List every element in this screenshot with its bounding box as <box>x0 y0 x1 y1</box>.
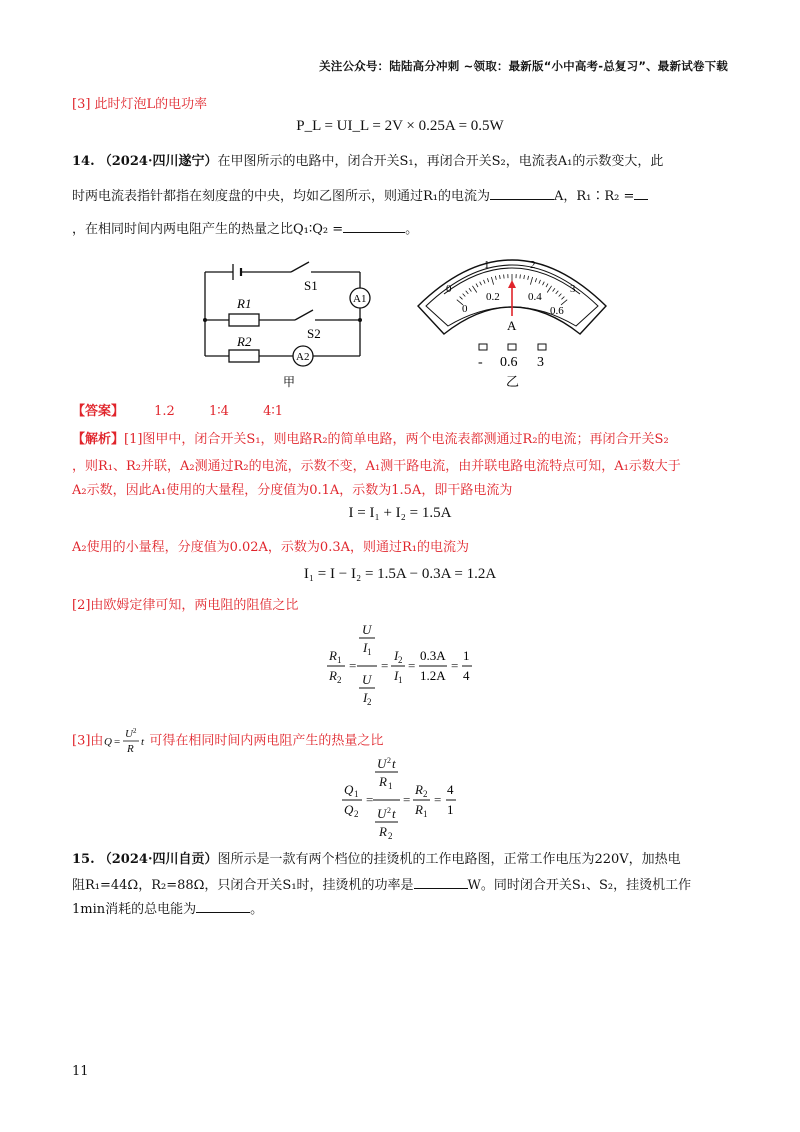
svg-text:t: t <box>392 756 396 771</box>
label-r1: R1 <box>237 296 252 311</box>
svg-text:2: 2 <box>133 727 137 735</box>
dial-outer-0: 0 <box>446 283 452 295</box>
svg-text:U: U <box>125 728 134 740</box>
dial-inner-2: 0.4 <box>528 291 542 303</box>
ratio-q-result-num: 4 <box>447 782 454 797</box>
dial-inner-0: 0 <box>462 303 468 315</box>
q14-text3-end: 。 <box>405 222 419 237</box>
dial-inner-1: 0.2 <box>486 291 500 303</box>
dial-unit: A <box>507 318 517 333</box>
dial-outer-1: 1 <box>484 259 490 271</box>
q15-blank1[interactable] <box>414 874 468 889</box>
ratio-i-num: 0.3A <box>420 648 446 663</box>
q14-blank2[interactable] <box>634 185 648 200</box>
svg-text:R: R <box>329 668 337 683</box>
prev-step3-label: [3] 此时灯泡L的电功率 <box>72 97 208 112</box>
q15-text1: 图所示是一款有两个档位的挂烫机的工作电路图，正常工作电压为220V，加热电 <box>217 852 681 867</box>
answer-line <box>72 402 283 422</box>
analysis-a2: A₂使用的小量程，分度值为0.02A，示数为0.3A，则通过R₁的电流为 <box>72 540 469 555</box>
page-number: 11 <box>72 1064 89 1079</box>
q14-unit-a: A， <box>554 189 577 204</box>
q15-text2-end: W。同时闭合开关S₁、S₂，挂烫机工作 <box>467 878 692 893</box>
q15-blank2[interactable] <box>196 898 250 913</box>
terminal-3 <box>538 344 546 350</box>
caption-yi: 乙 <box>506 374 520 389</box>
ratio-q-result-den: 1 <box>447 802 454 817</box>
svg-text:U: U <box>362 672 372 687</box>
svg-text:t: t <box>392 806 396 821</box>
svg-text:1: 1 <box>388 781 393 791</box>
analysis-line1 <box>72 430 732 450</box>
svg-text:=: = <box>349 658 357 673</box>
dial-outer-3: 3 <box>570 283 576 295</box>
q14-line3 <box>72 218 732 240</box>
svg-text:U: U <box>377 806 387 821</box>
svg-text:Q: Q <box>344 782 354 797</box>
caption-jia: 甲 <box>283 375 296 389</box>
svg-text:=: = <box>451 658 459 673</box>
svg-text:=: = <box>403 792 411 807</box>
svg-text:2: 2 <box>387 756 391 765</box>
svg-text:2: 2 <box>387 806 391 815</box>
analysis-step3 <box>72 726 732 756</box>
q15-text3-end: 。 <box>250 902 264 917</box>
eq-i1: I₁ = I − I₂ = 1.5A − 0.3A = 1.2A <box>303 566 497 582</box>
q15-text2: 阻R₁=44Ω，R₂=88Ω，只闭合开关S₁时，挂烫机的功率是 <box>72 878 414 893</box>
answer-label: 【答案】 <box>72 404 125 419</box>
terminal-neg <box>479 344 487 350</box>
switch-s1-blade <box>291 262 309 272</box>
q14-source: （2024·四川遂宁） <box>98 154 218 169</box>
svg-text:R: R <box>329 648 337 663</box>
svg-text:=: = <box>434 792 442 807</box>
svg-text:1: 1 <box>398 675 403 685</box>
circuit-diagram-jia <box>195 260 385 390</box>
svg-text:I: I <box>363 690 368 705</box>
resistance-ratio-formula <box>325 622 475 708</box>
prev-step3-equation: P_L = UI_L = 2V × 0.25A = 0.5W <box>296 118 504 134</box>
svg-text:=: = <box>408 658 416 673</box>
resistor-r1 <box>229 314 259 326</box>
svg-text:2: 2 <box>337 675 342 685</box>
step3-suffix: 可得在相同时间内两电阻产生的热量之比 <box>149 733 384 749</box>
label-r2: R2 <box>237 334 252 349</box>
label-s1: S1 <box>304 278 318 293</box>
dial-inner-3: 0.6 <box>550 305 564 317</box>
ammeter-dial-yi <box>412 236 612 396</box>
dial-tick <box>504 275 505 279</box>
svg-text:R: R <box>415 782 423 797</box>
svg-text:=: = <box>366 792 374 807</box>
svg-text:R: R <box>379 774 387 789</box>
svg-text:R: R <box>415 802 423 817</box>
q14-number: 14. <box>72 154 95 169</box>
svg-text:1: 1 <box>337 655 342 665</box>
analysis-line2: ，则R₁、R₂并联，A₂测通过R₂的电流，示数不变，A₁测干路电流，由并联电路电流特点可知，A₁示数大于 <box>72 459 681 474</box>
step3-prefix: [3]由 <box>72 733 104 749</box>
analysis-label: 【解析】 <box>72 432 125 447</box>
eq-heat-ratio <box>342 756 462 842</box>
svg-text:I: I <box>363 640 368 655</box>
svg-text:2: 2 <box>367 697 372 707</box>
label-a1: A1 <box>353 293 367 305</box>
svg-text:=: = <box>381 658 389 673</box>
q15-line3 <box>72 898 732 920</box>
q14-text2: 时两电流表指针都指在刻度盘的中央，均如乙图所示，则通过R₁的电流为 <box>72 189 490 204</box>
terminal-06 <box>508 344 516 350</box>
page-header: 关注公众号：陆陆高分冲刺 ~领取：最新版“小中高考-总复习”、最新试卷下载 <box>319 59 728 73</box>
ratio-r-result-num: 1 <box>463 648 470 663</box>
q14-text3: ，在相同时间内两电阻产生的热量之比Q₁∶Q₂ = <box>72 222 344 237</box>
answer-2: 1∶4 <box>208 404 229 419</box>
svg-text:2: 2 <box>423 789 428 799</box>
q14-ratio-prefix: R₁∶R₂ = <box>576 189 635 204</box>
svg-text:Q: Q <box>104 736 113 748</box>
svg-text:I: I <box>394 668 399 683</box>
terminal-label-06: 0.6 <box>500 355 518 370</box>
analysis-step2: [2]由欧姆定律可知，两电阻的阻值之比 <box>72 598 299 613</box>
ratio-r-result-den: 4 <box>463 668 470 683</box>
q15-line2 <box>72 874 732 896</box>
joule-formula <box>103 726 149 756</box>
svg-text:2: 2 <box>388 831 393 841</box>
analysis-text1: [1]图甲中，闭合开关S₁，则电路R₂的简单电路，两个电流表都测通过R₂的电流；再闭合开关S₂ <box>124 432 669 447</box>
q14-line2 <box>72 185 732 207</box>
q14-line1 <box>72 152 732 172</box>
svg-text:1: 1 <box>367 647 372 657</box>
answer-1: 1.2 <box>154 404 175 419</box>
q15-number: 15. <box>72 852 95 867</box>
svg-text:1: 1 <box>423 809 428 819</box>
svg-text:U: U <box>377 756 387 771</box>
svg-text:R: R <box>127 743 135 755</box>
eq-resistance-ratio <box>325 622 475 708</box>
q15-text3: 1min消耗的总电能为 <box>72 902 197 917</box>
resistor-r2 <box>229 350 259 362</box>
dial-tick <box>520 275 521 279</box>
svg-text:2: 2 <box>354 809 359 819</box>
svg-text:t: t <box>141 736 145 748</box>
ratio-i-den: 1.2A <box>420 668 446 683</box>
svg-text:U: U <box>362 622 372 637</box>
answer-3: 4∶1 <box>263 404 283 419</box>
q14-blank3[interactable] <box>343 218 405 233</box>
svg-text:R: R <box>379 824 387 839</box>
heat-ratio-formula <box>342 756 462 842</box>
dial-outer-2: 2 <box>530 259 536 271</box>
svg-text:Q: Q <box>344 802 354 817</box>
eq-total-current: I = I₁ + I₂ = 1.5A <box>348 505 452 521</box>
svg-text:2: 2 <box>398 655 403 665</box>
label-s2: S2 <box>307 326 321 341</box>
switch-s2-blade <box>295 310 313 320</box>
terminal-label-3: 3 <box>537 355 544 370</box>
svg-text:I: I <box>394 648 399 663</box>
q15-source: （2024·四川自贡） <box>98 852 218 867</box>
q14-text1: 在甲图所示的电路中，闭合开关S₁，再闭合开关S₂，电流表A₁的示数变大，此 <box>217 154 664 169</box>
analysis-line3: A₂示数，因此A₁使用的大量程，分度值为0.1A，示数为1.5A，即干路电流为 <box>72 483 513 498</box>
q15-line1 <box>72 850 732 870</box>
q14-blank1[interactable] <box>490 185 554 200</box>
label-a2: A2 <box>296 351 310 363</box>
svg-text:1: 1 <box>354 789 359 799</box>
svg-text:=: = <box>114 736 121 748</box>
terminal-label-neg: - <box>478 355 483 370</box>
